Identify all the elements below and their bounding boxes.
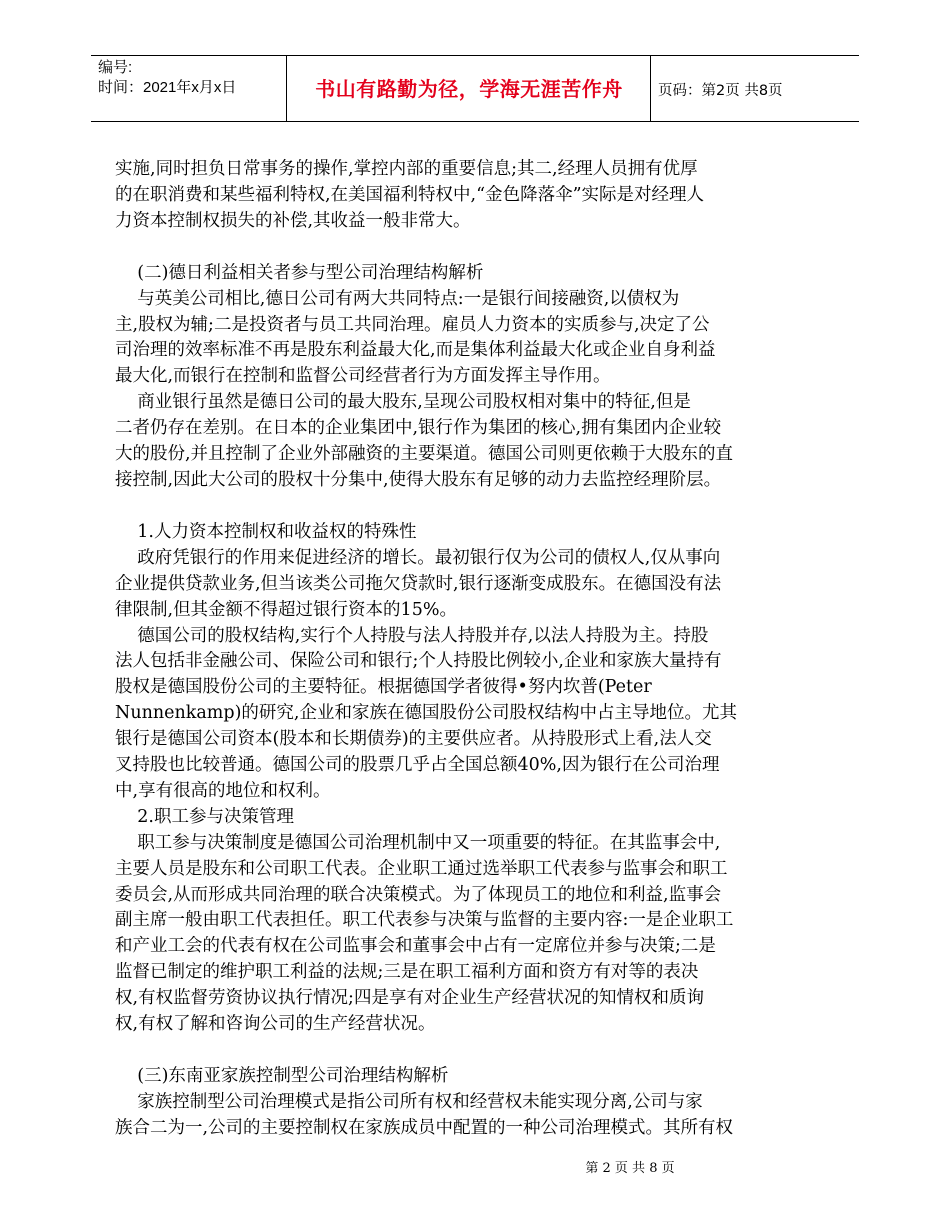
text-line: 最大化,而银行在控制和监督公司经营者行为方面发挥主导作用。 [115, 366, 611, 387]
text-line: (三)东南亚家族控制型公司治理结构解析 [115, 1066, 449, 1086]
text-line: 法人包括非金融公司、保险公司和银行;个人持股比例较小,企业和家族大量持有 [115, 651, 722, 672]
text-line: 政府凭银行的作用来促进经济的增长。最初银行仅为公司的债权人,仅从事向 [115, 547, 721, 568]
paragraph-gap [115, 1038, 765, 1064]
text-line: 2.职工参与决策管理 [115, 806, 294, 827]
text-line: 银行是德国公司资本(股本和长期债券)的主要供应者。从持股形式上看,法人交 [115, 729, 712, 750]
page-footer: 第 2 页 共 8 页 [585, 1161, 675, 1176]
text-line: 家族控制型公司治理模式是指公司所有权和经营权未能实现分离,公司与家 [115, 1091, 703, 1112]
text-line: 主要人员是股东和公司职工代表。企业职工通过选举职工代表参与监事会和职工 [115, 858, 728, 879]
document-body [115, 157, 765, 1142]
text-line: Nunnenkamp)的研究,企业和家族在德国股份公司股权结构中占主导地位。尤其 [115, 703, 737, 724]
text-line: 的在职消费和某些福利特权,在美国福利特权中,“金色降落伞”实际是对经理人 [115, 184, 705, 205]
text-line: 职工参与决策制度是德国公司治理机制中又一项重要的特征。在其监事会中, [115, 832, 721, 853]
header-meta [98, 58, 236, 98]
paragraph-gap [115, 494, 765, 520]
header-divider-left [286, 55, 287, 122]
doc-number-label: 编号: [98, 59, 133, 76]
text-line: 权,有权监督劳资协议执行情况;四是享有对企业生产经营状况的知情权和质询 [115, 988, 704, 1009]
text-line: 与英美公司相比,德日公司有两大共同特点:一是银行间接融资,以债权为 [115, 288, 680, 309]
text-line: 主,股权为辅;二是投资者与员工共同治理。雇员人力资本的实质参与,决定了公 [115, 314, 710, 335]
text-line: 司治理的效率标准不再是股东利益最大化,而是集体利益最大化或企业自身利益 [115, 340, 716, 361]
text-line: 实施,同时担负日常事务的操作,掌控内部的重要信息;其二,经理人员拥有优厚 [115, 159, 698, 179]
header-top-rule [91, 55, 859, 56]
text-line: 权,有权了解和咨询公司的生产经营状况。 [115, 1014, 436, 1035]
header-motto: 书山有路勤为径，学海无涯苦作舟 [315, 77, 623, 101]
text-line: 力资本控制权损失的补偿,其收益一般非常大。 [115, 210, 471, 231]
text-line: 族合二为一,公司的主要控制权在家族成员中配置的一种公司治理模式。其所有权 [115, 1117, 734, 1138]
text-line: 商业银行虽然是德日公司的最大股东,呈现公司股权相对集中的特征,但是 [115, 392, 691, 413]
text-line: 律限制,但其金额不得超过银行资本的15%。 [115, 599, 457, 620]
doc-time-label: 时间：2021年x月x日 [98, 79, 237, 96]
text-line: 大的股份,并且控制了企业外部融资的主要渠道。德国公司则更依赖于大股东的直 [115, 444, 734, 465]
text-line: 企业提供贷款业务,但当该类公司拖欠贷款时,银行逐渐变成股东。在德国没有法 [115, 573, 722, 594]
text-line: 德国公司的股权结构,实行个人持股与法人持股并存,以法人持股为主。持股 [115, 625, 709, 646]
text-line: 中,享有很高的地位和权利。 [115, 780, 331, 801]
header-page-indicator: 页码：第2页 共8页 [658, 83, 783, 99]
text-line: 委员会,从而形成共同治理的联合决策模式。为了体现员工的地位和利益,监事会 [115, 884, 722, 905]
text-line: 股权是德国股份公司的主要特征。根据德国学者彼得•努内坎普(Peter [115, 677, 652, 698]
text-line: (二)德日利益相关者参与型公司治理结构解析 [115, 262, 484, 283]
text-line: 1.人力资本控制权和收益权的特殊性 [115, 521, 417, 542]
header-divider-right [650, 55, 651, 122]
text-line: 监督已制定的维护职工利益的法规;三是在职工福利方面和资方有对等的表决 [115, 962, 699, 983]
text-line: 叉持股也比较普通。德国公司的股票几乎占全国总额40%,因为银行在公司治理 [115, 755, 720, 776]
text-line: 副主席一般由职工代表担任。职工代表参与决策与监督的主要内容:一是企业职工 [115, 910, 734, 931]
paragraph-gap [115, 235, 765, 261]
header-bottom-rule [91, 121, 859, 122]
text-line: 和产业工会的代表有权在公司监事会和董事会中占有一定席位并参与决策;二是 [115, 936, 716, 957]
text-line: 二者仍存在差别。在日本的企业集团中,银行作为集团的核心,拥有集团内企业较 [115, 418, 722, 439]
text-line: 接控制,因此大公司的股权十分集中,使得大股东有足够的动力去监控经理阶层。 [115, 469, 722, 490]
